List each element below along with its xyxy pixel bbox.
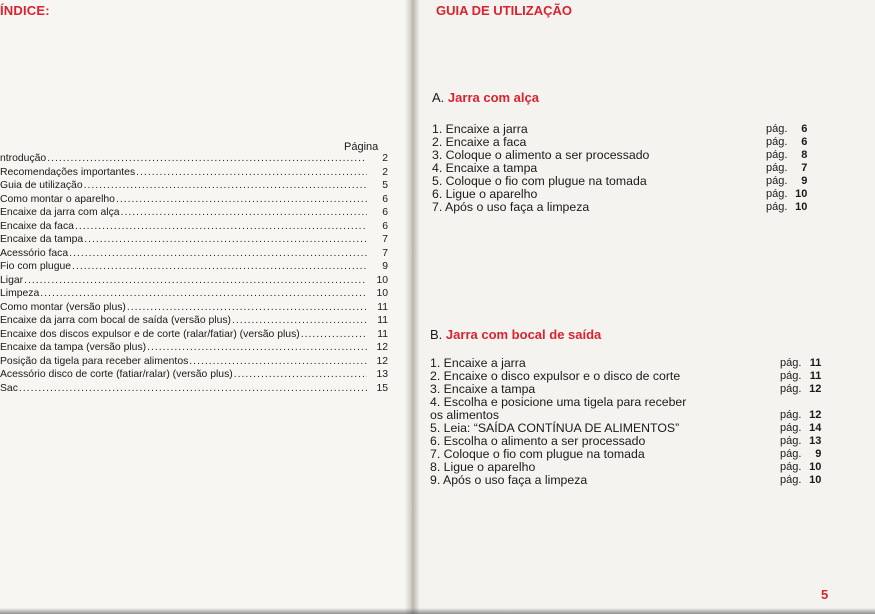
step-page-abbrev: pág. xyxy=(780,435,802,447)
step-page-ref xyxy=(766,201,807,214)
toc-entry-title: Ligar xyxy=(0,274,24,286)
toc-entry-page: 2 xyxy=(382,153,388,164)
toc-entry xyxy=(0,206,388,220)
toc-entry-page: 6 xyxy=(382,193,388,205)
table-of-contents xyxy=(0,152,388,395)
toc-entry xyxy=(0,328,388,342)
toc-entry xyxy=(0,382,388,396)
toc-entry-page: 2 xyxy=(382,166,388,178)
toc-entry xyxy=(0,355,388,369)
step-page-abbrev: pág. xyxy=(766,162,788,174)
toc-leader-dots xyxy=(84,179,367,193)
step-page-number: 10 xyxy=(795,201,808,213)
step-page-number: 13 xyxy=(809,435,822,447)
toc-entry-title: Encaixe da jarra com bocal de saída (versão plus) xyxy=(0,315,232,326)
step-page-abbrev: pág. xyxy=(780,422,802,434)
step-text: 3. Encaixe a tampa xyxy=(430,382,536,396)
step-page-ref xyxy=(766,162,807,175)
step-text: 2. Encaixe o disco expulsor e o disco de corte xyxy=(430,369,681,383)
step-text: 4. Escolha e posicione uma tigela para receber xyxy=(430,395,687,409)
toc-entry-title: Encaixe da tampa xyxy=(0,234,84,245)
toc-leader-dots xyxy=(24,274,367,288)
page-number: 5 xyxy=(821,587,829,602)
step-page-abbrev: pág. xyxy=(766,175,788,187)
step-page-abbrev: pág. xyxy=(780,383,802,395)
section-b-prefix: B. xyxy=(430,327,443,342)
toc-entry-title: Guia de utilização xyxy=(0,180,83,191)
step-page-number: 8 xyxy=(801,149,808,161)
step-text: 9. Após o uso faça a limpeza xyxy=(430,473,588,487)
toc-leader-dots xyxy=(84,233,367,247)
toc-leader-dots xyxy=(234,368,367,382)
step-page-ref xyxy=(780,357,821,370)
step-text: 1. Encaixe a jarra xyxy=(430,356,526,370)
toc-entry-page: 12 xyxy=(376,342,388,353)
right-page xyxy=(412,0,875,614)
toc-entry-page: 13 xyxy=(376,369,388,380)
toc-leader-dots xyxy=(40,287,367,301)
step-page-number: 9 xyxy=(801,175,808,187)
toc-entry xyxy=(0,368,388,382)
section-a-title xyxy=(432,90,539,105)
step-page-number: 12 xyxy=(809,383,822,395)
toc-entry xyxy=(0,301,388,315)
toc-entry-page: 6 xyxy=(382,220,388,232)
toc-entry-page: 11 xyxy=(377,328,388,340)
step-page-abbrev: pág. xyxy=(780,474,802,486)
toc-entry xyxy=(0,179,388,193)
step-page-ref xyxy=(766,123,807,136)
toc-entry-page: 6 xyxy=(382,207,388,218)
toc-entry-page: 7 xyxy=(382,234,388,245)
step-page-ref xyxy=(780,474,821,487)
step-text: 4. Encaixe a tampa xyxy=(432,161,538,175)
step-page-ref xyxy=(780,448,821,461)
toc-entry xyxy=(0,193,388,207)
toc-entry-title: Acessório disco de corte (fatiar/ralar) (versão plus) xyxy=(0,369,233,380)
step-page-number: 6 xyxy=(801,136,808,148)
step-page-abbrev: pág. xyxy=(766,188,788,200)
section-b-steps xyxy=(430,356,822,487)
section-a-name: Jarra com alça xyxy=(447,90,539,105)
step-text: 6. Escolha o alimento a ser processado xyxy=(430,434,646,448)
guide-heading: GUIA DE UTILIZAÇÃO xyxy=(436,3,573,18)
toc-entry xyxy=(0,260,388,274)
toc-entry xyxy=(0,314,388,328)
section-b-name: Jarra com bocal de saída xyxy=(445,327,602,342)
step-page-abbrev: pág. xyxy=(780,357,802,369)
toc-entry xyxy=(0,247,388,261)
step-page-ref xyxy=(780,409,821,422)
toc-entry xyxy=(0,220,388,234)
step-page-abbrev: pág. xyxy=(766,123,788,135)
section-a-prefix: A. xyxy=(432,90,445,105)
step-page-abbrev: pág. xyxy=(766,149,788,161)
toc-entry-title: Limpeza xyxy=(0,288,40,299)
toc-entry-page: 12 xyxy=(376,355,388,367)
step-text: os alimentos xyxy=(430,408,500,422)
step-page-abbrev: pág. xyxy=(780,448,802,460)
toc-entry-page: 5 xyxy=(382,180,388,191)
toc-entry-title: Como montar (versão plus) xyxy=(0,301,126,313)
toc-entry xyxy=(0,341,388,355)
step-item xyxy=(432,201,812,214)
toc-leader-dots xyxy=(72,260,367,274)
step-page-ref xyxy=(780,461,821,474)
toc-leader-dots xyxy=(69,247,367,261)
toc-leader-dots xyxy=(136,166,367,180)
toc-entry-page: 11 xyxy=(377,315,388,326)
toc-entry-page: 9 xyxy=(382,261,388,272)
toc-leader-dots xyxy=(147,341,367,355)
index-heading: ÍNDICE: xyxy=(0,3,50,18)
step-text: 2. Encaixe a faca xyxy=(432,135,527,149)
step-page-number: 11 xyxy=(809,370,822,382)
step-page-ref xyxy=(780,383,821,396)
page-bottom-edge xyxy=(0,608,875,614)
toc-entry-page: 11 xyxy=(377,301,388,313)
toc-entry-page: 7 xyxy=(382,247,388,259)
toc-entry-title: Encaixe da tampa (versão plus) xyxy=(0,342,147,353)
step-page-ref xyxy=(766,149,807,162)
toc-entry-title: Encaixe da faca xyxy=(0,220,74,232)
toc-entry-title: Recomendações importantes xyxy=(0,166,136,178)
toc-leader-dots xyxy=(127,301,367,315)
step-page-number: 10 xyxy=(809,474,822,486)
toc-leader-dots xyxy=(116,193,367,207)
step-page-number: 10 xyxy=(795,188,808,200)
step-page-number: 9 xyxy=(815,448,822,460)
step-text: 1. Encaixe a jarra xyxy=(432,122,528,136)
step-item xyxy=(430,473,822,487)
step-page-abbrev: pág. xyxy=(780,409,802,421)
toc-leader-dots xyxy=(47,152,367,166)
step-page-ref xyxy=(766,175,807,188)
step-text: 7. Coloque o fio com plugue na tomada xyxy=(430,447,645,461)
step-text: 8. Ligue o aparelho xyxy=(430,460,536,474)
toc-entry-title: ntrodução xyxy=(0,153,47,164)
step-page-abbrev: pág. xyxy=(780,370,802,382)
toc-leader-dots xyxy=(121,206,367,220)
toc-entry-title: Como montar o aparelho xyxy=(0,193,115,205)
toc-entry xyxy=(0,233,388,247)
toc-leader-dots xyxy=(19,382,367,396)
toc-entry-page: 15 xyxy=(376,382,388,394)
toc-entry xyxy=(0,152,388,166)
toc-entry-title: Encaixe da jarra com alça xyxy=(0,207,120,218)
section-a-steps xyxy=(432,123,812,214)
step-page-number: 11 xyxy=(809,357,822,369)
toc-entry xyxy=(0,287,388,301)
toc-leader-dots xyxy=(189,355,367,369)
page-column-label: Página xyxy=(344,141,379,153)
step-page-number: 10 xyxy=(809,461,822,473)
step-page-ref xyxy=(780,370,821,383)
toc-entry-page: 10 xyxy=(376,274,388,286)
toc-entry-title: Sac xyxy=(0,382,18,394)
step-text: 5. Coloque o fio com plugue na tomada xyxy=(432,174,647,188)
step-page-ref xyxy=(766,188,807,201)
step-page-number: 7 xyxy=(801,162,808,174)
step-page-abbrev: pág. xyxy=(780,461,802,473)
step-page-number: 12 xyxy=(809,409,822,421)
toc-entry xyxy=(0,274,388,288)
step-page-abbrev: pág. xyxy=(766,201,788,213)
toc-entry-title: Fio com plugue xyxy=(0,261,72,272)
step-page-ref xyxy=(766,136,807,149)
toc-leader-dots xyxy=(75,220,367,234)
step-text: 3. Coloque o alimento a ser processado xyxy=(432,148,650,162)
toc-leader-dots xyxy=(232,314,367,328)
step-page-ref xyxy=(780,435,821,448)
section-b-title xyxy=(430,327,601,342)
step-page-abbrev: pág. xyxy=(766,136,788,148)
toc-entry-page: 10 xyxy=(376,288,388,299)
toc-entry-title: Acessório faca xyxy=(0,247,69,259)
toc-entry xyxy=(0,166,388,180)
toc-entry-title: Encaixe dos discos expulsor e de corte (ralar/fatiar) (versão plus) xyxy=(0,328,300,340)
step-text: 5. Leia: “SAÍDA CONTÍNUA DE ALIMENTOS” xyxy=(430,421,680,435)
step-page-number: 6 xyxy=(801,123,808,135)
toc-entry-title: Posição da tigela para receber alimentos xyxy=(0,355,189,367)
step-text: 6. Ligue o aparelho xyxy=(432,187,538,201)
step-page-number: 14 xyxy=(809,422,822,434)
toc-leader-dots xyxy=(301,328,367,342)
step-text: 7. Após o uso faça a limpeza xyxy=(432,200,590,214)
book-spine xyxy=(405,0,419,614)
step-page-ref xyxy=(780,422,821,435)
left-page xyxy=(0,0,412,614)
